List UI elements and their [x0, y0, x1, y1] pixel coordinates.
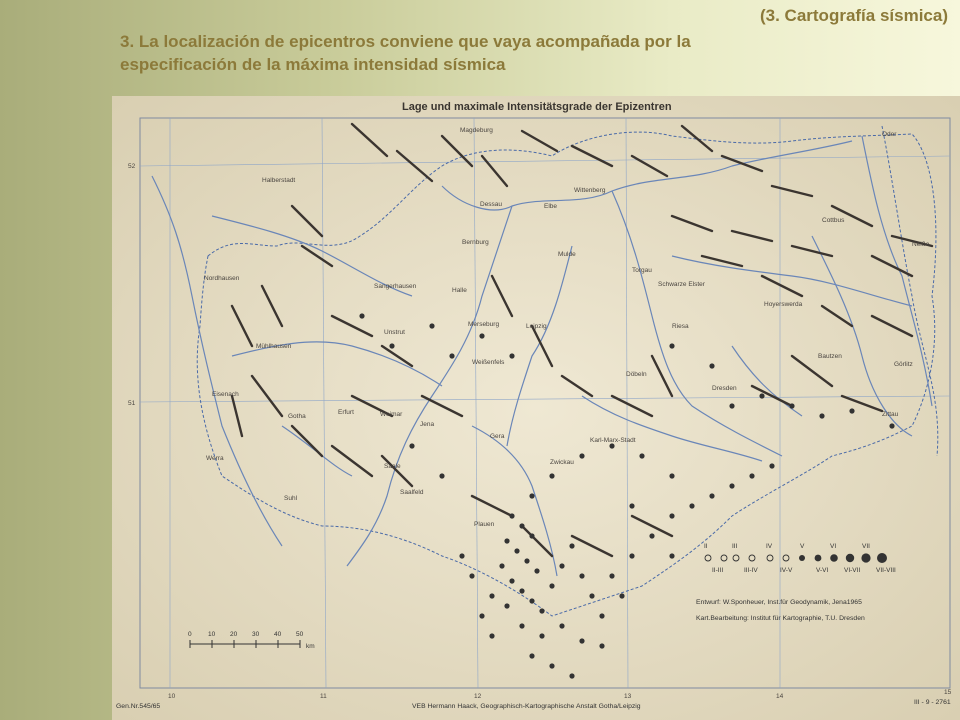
map-paper — [112, 96, 960, 720]
gen-number: Gen.Nr.545/65 — [116, 703, 161, 710]
publisher-credit: VEB Hermann Haack, Geographisch-Kartographische Anstalt Gotha/Leipzig — [412, 703, 641, 710]
map-canvas — [112, 96, 960, 720]
svg-text:Leipzig: Leipzig — [526, 323, 547, 330]
svg-text:IV-V: IV-V — [780, 567, 793, 574]
slide-title-line-1: 3. La localización de epicentros conviene que vaya acompañada por la — [120, 32, 691, 51]
svg-text:Mühlhausen: Mühlhausen — [256, 343, 292, 350]
svg-text:Mulde: Mulde — [558, 251, 576, 258]
svg-text:Görlitz: Görlitz — [894, 361, 913, 368]
svg-text:V-VI: V-VI — [816, 567, 829, 574]
svg-text:20: 20 — [230, 631, 238, 638]
svg-text:Dresden: Dresden — [712, 385, 737, 392]
svg-text:VII-VIII: VII-VIII — [876, 567, 896, 574]
map-code: III - 9 - 2761 — [914, 699, 951, 706]
svg-text:VII: VII — [862, 543, 870, 550]
svg-text:Bautzen: Bautzen — [818, 353, 842, 360]
svg-text:Neiße: Neiße — [912, 241, 930, 248]
slide-title-line-2: especificación de la máxima intensidad sísmica — [120, 55, 506, 74]
svg-text:Werra: Werra — [206, 455, 224, 462]
svg-text:10: 10 — [208, 631, 216, 638]
svg-text:Zittau: Zittau — [882, 411, 899, 418]
svg-text:Riesa: Riesa — [672, 323, 689, 330]
svg-text:Oder: Oder — [882, 131, 897, 138]
svg-text:km: km — [306, 643, 315, 650]
svg-text:Cottbus: Cottbus — [822, 217, 845, 224]
svg-text:Erfurt: Erfurt — [338, 409, 354, 416]
svg-text:IV: IV — [766, 543, 773, 550]
svg-text:10: 10 — [168, 693, 176, 700]
svg-text:52: 52 — [128, 163, 136, 170]
svg-text:VI-VII: VI-VII — [844, 567, 861, 574]
svg-text:Halberstadt: Halberstadt — [262, 177, 296, 184]
svg-text:30: 30 — [252, 631, 260, 638]
svg-text:Schwarze Elster: Schwarze Elster — [658, 281, 705, 288]
svg-text:13: 13 — [624, 693, 632, 700]
svg-text:II-III: II-III — [712, 567, 724, 574]
svg-text:40: 40 — [274, 631, 282, 638]
svg-text:Hoyerswerda: Hoyerswerda — [764, 301, 803, 308]
svg-text:Zwickau: Zwickau — [550, 459, 574, 466]
svg-text:15: 15 — [944, 689, 952, 696]
map-author-credit: Entwurf: W.Sponheuer, Inst.für Geodynamik, Jena1965 — [696, 599, 862, 606]
svg-text:51: 51 — [128, 400, 136, 407]
svg-text:Plauen: Plauen — [474, 521, 495, 528]
svg-text:Bernburg: Bernburg — [462, 239, 489, 246]
svg-text:II: II — [704, 543, 708, 550]
svg-text:Jena: Jena — [420, 421, 435, 428]
section-tag: (3. Cartografía sísmica) — [759, 6, 948, 25]
svg-text:VI: VI — [830, 543, 837, 550]
seismic-map — [112, 96, 960, 720]
svg-text:Gera: Gera — [490, 433, 505, 440]
svg-text:Magdeburg: Magdeburg — [460, 127, 493, 134]
svg-text:Weißenfels: Weißenfels — [472, 359, 505, 366]
slide-title — [120, 30, 820, 76]
svg-text:Suhl: Suhl — [284, 495, 298, 502]
svg-text:Saale: Saale — [384, 463, 401, 470]
svg-text:Wittenberg: Wittenberg — [574, 187, 606, 194]
svg-text:12: 12 — [474, 693, 482, 700]
svg-text:Karl-Marx-Stadt: Karl-Marx-Stadt — [590, 437, 636, 444]
svg-text:Döbeln: Döbeln — [626, 371, 647, 378]
svg-text:Halle: Halle — [452, 287, 467, 294]
svg-text:0: 0 — [188, 631, 192, 638]
svg-text:Gotha: Gotha — [288, 413, 306, 420]
svg-text:Elbe: Elbe — [544, 203, 558, 210]
svg-text:III-IV: III-IV — [744, 567, 758, 574]
map-cartography-credit: Kart.Bearbeitung: Institut für Kartographie, T.U. Dresden — [696, 615, 865, 622]
svg-text:11: 11 — [320, 693, 327, 700]
svg-text:Eisenach: Eisenach — [212, 391, 239, 398]
svg-text:Saalfeld: Saalfeld — [400, 489, 424, 496]
svg-text:Weimar: Weimar — [380, 411, 403, 418]
svg-text:III: III — [732, 543, 738, 550]
svg-text:Sangerhausen: Sangerhausen — [374, 283, 417, 290]
svg-text:Merseburg: Merseburg — [468, 321, 500, 328]
svg-text:Nordhausen: Nordhausen — [204, 275, 240, 282]
svg-text:V: V — [800, 543, 805, 550]
svg-text:Dessau: Dessau — [480, 201, 503, 208]
svg-text:50: 50 — [296, 631, 304, 638]
svg-text:14: 14 — [776, 693, 784, 700]
map-title: Lage und maximale Intensitätsgrade der Epizentren — [402, 101, 672, 113]
svg-text:Unstrut: Unstrut — [384, 329, 405, 336]
svg-text:Torgau: Torgau — [632, 267, 652, 274]
